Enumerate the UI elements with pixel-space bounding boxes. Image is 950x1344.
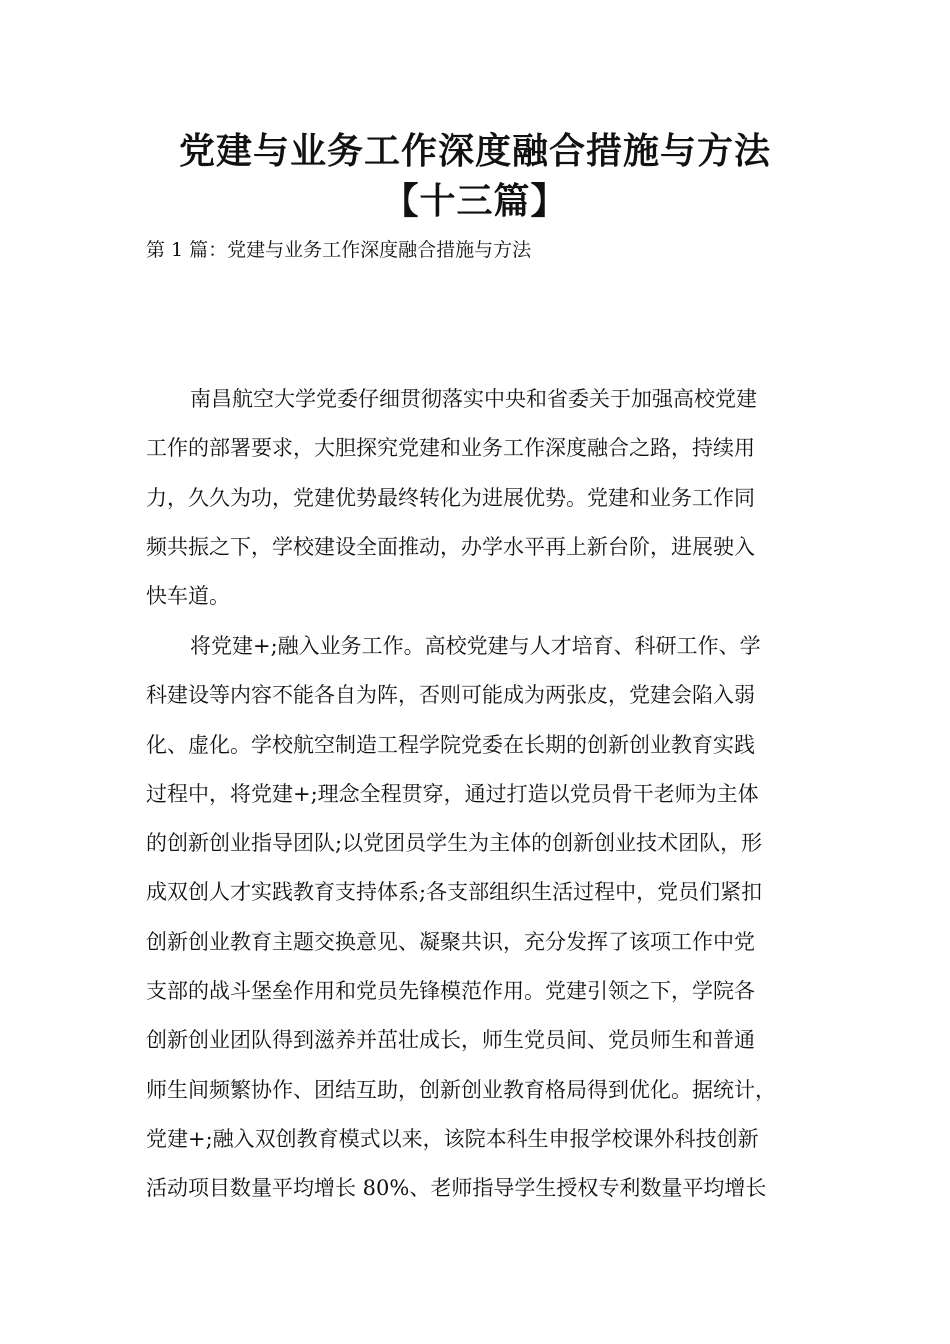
paragraph-line: 创新创业教育主题交换意见、凝聚共识，充分发挥了该项工作中党 (146, 929, 755, 954)
paragraph-line: 师生间频繁协作、团结互助，创新创业教育格局得到优化。据统计， (146, 1077, 776, 1102)
paragraph-line: 创新创业团队得到滋养并茁壮成长，师生党员间、党员师生和普通 (146, 1028, 755, 1053)
paragraph-line: 科建设等内容不能各自为阵，否则可能成为两张皮，党建会陷入弱 (146, 683, 755, 708)
paragraph-line: 力，久久为功，党建优势最终转化为进展优势。党建和业务工作同 (146, 485, 755, 510)
paragraph-line: 将党建+;融入业务工作。高校党建与人才培育、科研工作、学 (190, 634, 761, 658)
paragraph-line: 频共振之下，学校建设全面推动，办学水平再上新台阶，进展驶入 (146, 534, 755, 559)
paragraph-line: 过程中，将党建+;理念全程贯穿，通过打造以党员骨干老师为主体 (146, 781, 759, 806)
document-title-line-1: 党建与业务工作深度融合措施与方法 (178, 131, 771, 172)
paragraph-line: 快车道。 (146, 584, 230, 609)
section-heading: 第 1 篇：党建与业务工作深度融合措施与方法 (146, 239, 532, 261)
paragraph-line: 南昌航空大学党委仔细贯彻落实中央和省委关于加强高校党建 (190, 387, 757, 411)
paragraph-line: 党建+;融入双创教育模式以来，该院本科生申报学校课外科技创新 (146, 1126, 759, 1151)
paragraph-line: 工作的部署要求，大胆探究党建和业务工作深度融合之路，持续用 (146, 436, 755, 461)
paragraph-line: 成双创人才实践教育支持体系;各支部组织生活过程中，党员们紧扣 (146, 880, 763, 905)
paragraph-line: 活动项目数量平均增长 80%、老师指导学生授权专利数量平均增长 (146, 1176, 767, 1201)
paragraph-line: 支部的战斗堡垒作用和党员先锋模范作用。党建引领之下，学院各 (146, 979, 755, 1004)
document-title-line-2: 【十三篇】 (382, 181, 568, 222)
paragraph-line: 化、虚化。学校航空制造工程学院党委在长期的创新创业教育实践 (146, 732, 755, 757)
paragraph-1 (146, 384, 818, 630)
paragraph-2 (146, 631, 818, 1223)
paragraph-line: 的创新创业指导团队;以党团员学生为主体的创新创业技术团队，形 (146, 831, 763, 856)
